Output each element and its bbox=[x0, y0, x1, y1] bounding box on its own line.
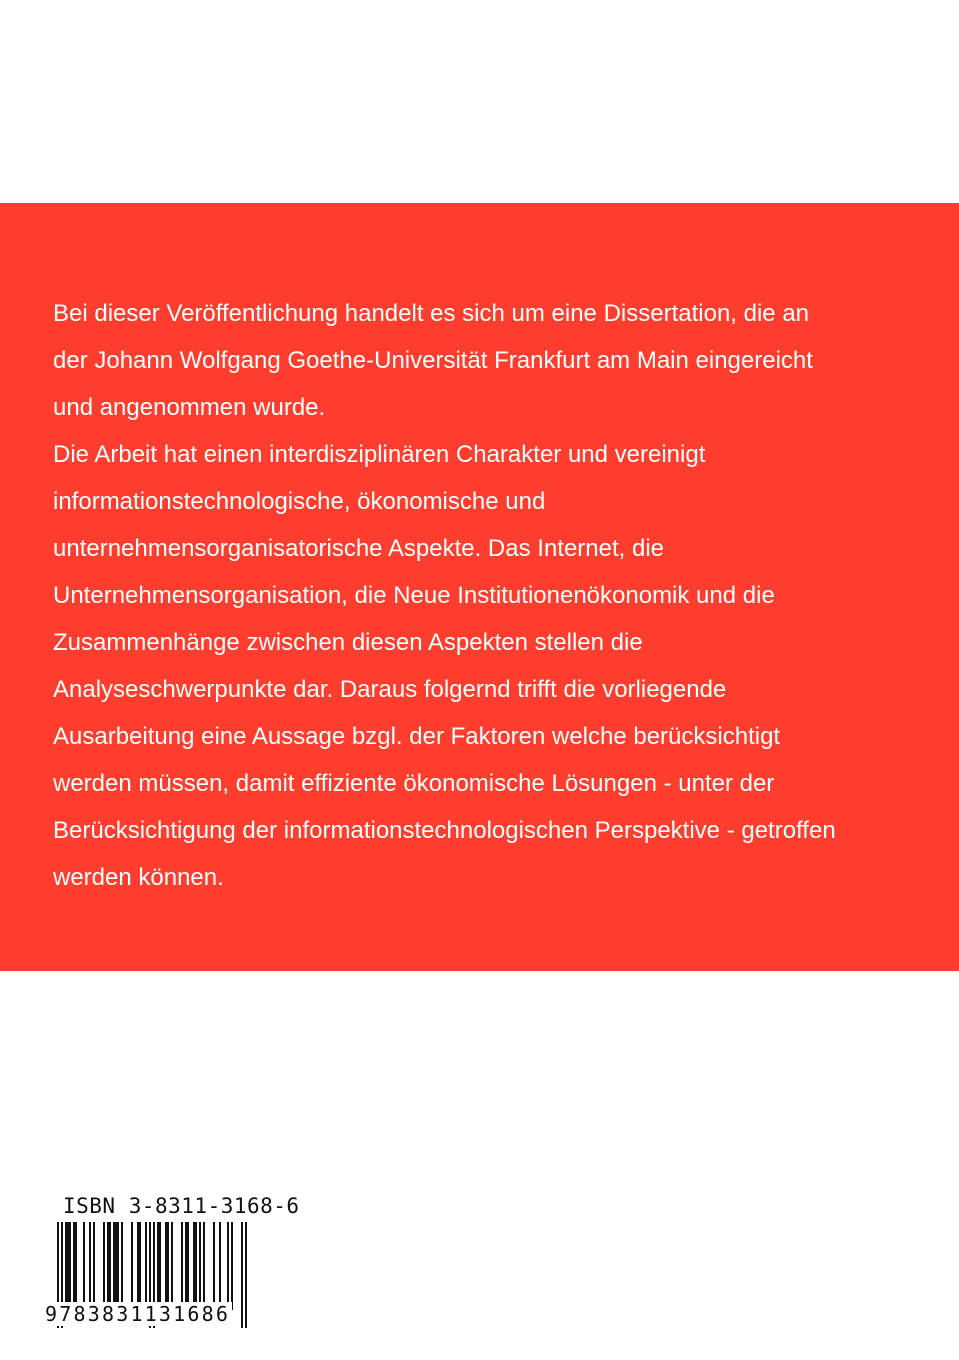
blurb-line: Bei dieser Veröffentlichung handelt es sich um eine Dissertation, die an bbox=[53, 300, 810, 327]
barcode-bar bbox=[193, 1222, 195, 1310]
barcode-bar bbox=[107, 1222, 109, 1310]
barcode-bar bbox=[157, 1222, 159, 1310]
barcode-bar bbox=[227, 1222, 229, 1310]
ean-digits: 9783831131686 bbox=[45, 1302, 231, 1326]
isbn-barcode-block bbox=[41, 1190, 300, 1330]
barcode-bar bbox=[203, 1222, 205, 1310]
barcode-bar bbox=[219, 1222, 221, 1310]
barcode-bar bbox=[65, 1222, 67, 1310]
blurb-line: unternehmensorganisatorische Aspekte. Das Internet, die bbox=[53, 535, 665, 562]
barcode-bar bbox=[199, 1222, 201, 1310]
barcode-bar bbox=[145, 1222, 147, 1310]
barcode-bar bbox=[109, 1222, 111, 1310]
barcode-bar bbox=[103, 1222, 105, 1310]
barcode-bar bbox=[167, 1222, 169, 1310]
back-cover-blurb bbox=[53, 290, 933, 901]
barcode-bar bbox=[83, 1222, 85, 1310]
barcode-bar bbox=[117, 1222, 119, 1310]
barcode-bar bbox=[213, 1222, 215, 1310]
blurb-line: und angenommen wurde. bbox=[53, 394, 326, 421]
isbn-label: ISBN 3-8311-3168-6 bbox=[63, 1194, 300, 1218]
blurb-line: werden können. bbox=[53, 864, 224, 891]
blurb-line: Berücksichtigung der informationstechnologischen Perspektive - getroffen bbox=[53, 817, 836, 844]
barcode-bar bbox=[73, 1222, 75, 1310]
barcode-bar bbox=[185, 1222, 187, 1310]
barcode-bar bbox=[139, 1222, 141, 1310]
barcode-bar bbox=[187, 1222, 189, 1310]
blurb-line: informationstechnologische, ökonomische und bbox=[53, 488, 546, 515]
blurb-line: der Johann Wolfgang Goethe-Universität Frankfurt am Main eingereicht bbox=[53, 347, 813, 374]
barcode-bar bbox=[231, 1222, 233, 1310]
blurb-line: Zusammenhänge zwischen diesen Aspekten stellen die bbox=[53, 629, 643, 656]
barcode-bar bbox=[159, 1222, 161, 1310]
barcode-bar bbox=[115, 1222, 117, 1310]
blurb-line: werden müssen, damit effiziente ökonomische Lösungen - unter der bbox=[53, 770, 775, 797]
barcode-bar bbox=[171, 1222, 173, 1310]
blurb-line: Analyseschwerpunkte dar. Daraus folgernd trifft die vorliegende bbox=[53, 676, 727, 703]
barcode-bar bbox=[89, 1222, 91, 1310]
barcode-bar bbox=[195, 1222, 197, 1310]
blurb-line: Unternehmensorganisation, die Neue Institutionenökonomik und die bbox=[53, 582, 775, 609]
barcode-bar bbox=[69, 1222, 71, 1310]
barcode-bar bbox=[121, 1222, 123, 1310]
barcode-bar bbox=[181, 1222, 183, 1310]
barcode-bar bbox=[131, 1222, 133, 1310]
barcode-bar bbox=[165, 1222, 167, 1310]
barcode-bar bbox=[67, 1222, 69, 1310]
blurb-line: Ausarbeitung eine Aussage bzgl. der Faktoren welche berücksichtigt bbox=[53, 723, 781, 750]
barcode-bar bbox=[137, 1222, 139, 1310]
barcode-bar bbox=[113, 1222, 115, 1310]
blurb-line: Die Arbeit hat einen interdisziplinären Charakter und vereinigt bbox=[53, 441, 706, 468]
barcode-bar bbox=[93, 1222, 95, 1310]
barcode-bar bbox=[75, 1222, 77, 1310]
barcode-bar bbox=[245, 1222, 247, 1328]
barcode-bar bbox=[241, 1222, 243, 1328]
